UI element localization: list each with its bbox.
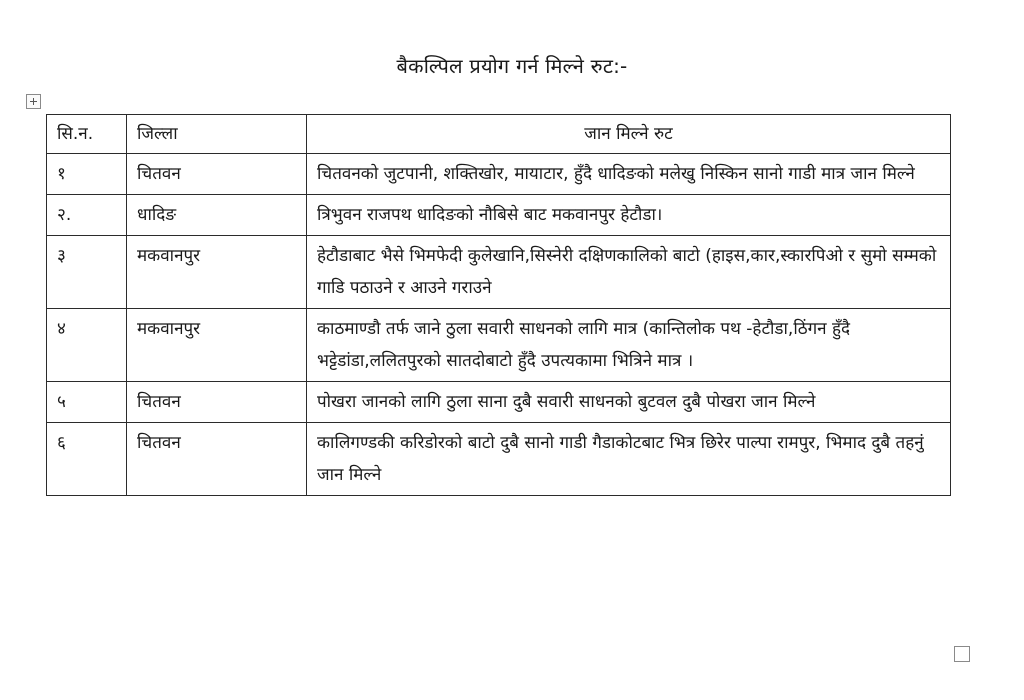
cell-route: पोखरा जानको लागि ठुला साना दुबै सवारी साधनको बुटवल दुबै पोखरा जान मिल्ने [307, 382, 951, 423]
cell-route: कालिगण्डकी करिडोरको बाटो दुबै सानो गाडी गैडाकोटबाट भित्र छिरेर पाल्पा रामपुर, भिमाद दुबै तहनुं जान मिल्ने [307, 423, 951, 496]
cell-district: चितवन [127, 423, 307, 496]
routes-table [46, 114, 951, 496]
table-row [47, 195, 951, 236]
cell-sn: ६ [47, 423, 127, 496]
cell-sn: १ [47, 154, 127, 195]
table-row [47, 309, 951, 382]
table-row [47, 382, 951, 423]
table-header-row [47, 115, 951, 154]
cell-route: हेटौडाबाट भैसे भिमफेदी कुलेखानि,सिस्नेरी दक्षिणकालिको बाटो (हाइस,कार,स्कारपिओ र सुमो सम्मको गाडि पठाउने र आउने गराउने [307, 236, 951, 309]
cell-district: मकवानपुर [127, 309, 307, 382]
table-row [47, 423, 951, 496]
table-row [47, 236, 951, 309]
cell-route: त्रिभुवन राजपथ धादिङको नौबिसे बाट मकवानपुर हेटौडा। [307, 195, 951, 236]
header-sn: सि.न. [47, 115, 127, 154]
table-row [47, 154, 951, 195]
table-move-handle-icon[interactable] [26, 94, 41, 109]
cell-sn: ४ [47, 309, 127, 382]
cell-route: चितवनको जुटपानी, शक्तिखोर, मायाटार, हुँदै धादिङको मलेखु निस्किन सानो गाडी मात्र जान मिल्ने [307, 154, 951, 195]
header-district: जिल्ला [127, 115, 307, 154]
cell-route: काठमाण्डौ तर्फ जाने ठुला सवारी साधनको लागि मात्र (कान्तिलोक पथ -हेटौडा,ठिंगन हुँदै भट्टेडांडा,ललितपुरको सातदोबाटो हुँदै उपत्यकामा भित्रिने मात्र । [307, 309, 951, 382]
cell-district: मकवानपुर [127, 236, 307, 309]
table-resize-handle[interactable] [954, 646, 970, 662]
cell-district: धादिङ [127, 195, 307, 236]
cell-sn: २. [47, 195, 127, 236]
cell-district: चितवन [127, 382, 307, 423]
cell-district: चितवन [127, 154, 307, 195]
document-title: बैकल्पिल प्रयोग गर्न मिल्ने रुट:- [396, 54, 628, 78]
cell-sn: ३ [47, 236, 127, 309]
header-route: जान मिल्ने रुट [307, 115, 951, 154]
cell-sn: ५ [47, 382, 127, 423]
